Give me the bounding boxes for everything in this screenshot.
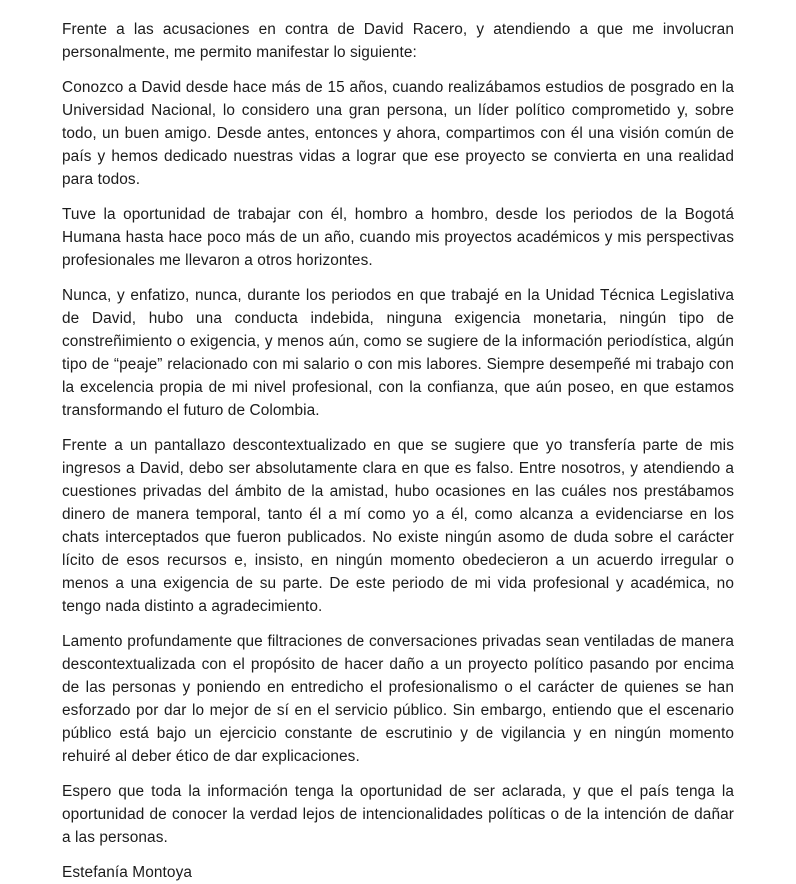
paragraph-closing: Espero que toda la información tenga la oportunidad de ser aclarada, y que el país tenga la oportunidad de conocer la verdad lejos de intencionalidades políticas o de la intención de dañar a las personas. xyxy=(62,783,734,846)
paragraph-work-history: Tuve la oportunidad de trabajar con él, hombro a hombro, desde los periodos de la Bogotá Humana hasta hace poco más de un año, cuando mis proyectos académicos y mis perspectivas profesionales me llevaron a otros horizontes. xyxy=(62,206,734,269)
paragraph-denial: Nunca, y enfatizo, nunca, durante los periodos en que trabajé en la Unidad Técnica Legislativa de David, hubo una conducta indebida, ninguna exigencia monetaria, ningún tipo de constreñimiento o exigencia, y menos aún, como se sugiere de la información periodística, algún tipo de “peaje” relacionado con mi salario o con mis labores. Siempre desempeñé mi trabajo con la excelencia propia de mi nivel profesional, con la confianza, que aún poseo, en que estamos transformando el futuro de Colombia. xyxy=(62,287,734,419)
paragraph-intro: Frente a las acusaciones en contra de David Racero, y atendiendo a que me involucran personalmente, me permito manifestar lo siguiente: xyxy=(62,21,734,61)
paragraph-screenshot-clarification: Frente a un pantallazo descontextualizado en que se sugiere que yo transfería parte de mis ingresos a David, debo ser absolutamente clara en que es falso. Entre nosotros, y atendiendo a cuestiones privadas del ámbito de la amistad, hubo ocasiones en las cuáles nos prestábamos dinero de manera temporal, tanto él a mí como yo a él, como alcanza a evidenciarse en los chats interceptados que fueron publicados. No existe ningún asomo de duda sobre el carácter lícito de esos recursos e, insisto, en ningún momento obedecieron a un acuerdo irregular o menos a una exigencia de su parte. De este periodo de mi vida profesional y académica, no tengo nada distinto a agradecimiento. xyxy=(62,437,734,615)
signature: Estefanía Montoya xyxy=(62,864,193,881)
paragraph-regret: Lamento profundamente que filtraciones de conversaciones privadas sean ventiladas de manera descontextualizada con el propósito de hacer daño a un proyecto político pasando por encima de las personas y poniendo en entredicho el profesionalismo o el carácter de quienes se han esforzado por dar lo mejor de sí en el servicio público. Sin embargo, entiendo que el escenario público está bajo un ejercicio constante de escrutinio y de vigilancia y en ningún momento rehuiré al deber ético de dar explicaciones. xyxy=(62,633,734,765)
paragraph-relationship: Conozco a David desde hace más de 15 años, cuando realizábamos estudios de posgrado en la Universidad Nacional, lo considero una gran persona, un líder político comprometido y, sobre todo, un buen amigo. Desde antes, entonces y ahora, compartimos con él una visión común de país y hemos dedicado nuestras vidas a lograr que ese proyecto se convierta en una realidad para todos. xyxy=(62,79,734,188)
